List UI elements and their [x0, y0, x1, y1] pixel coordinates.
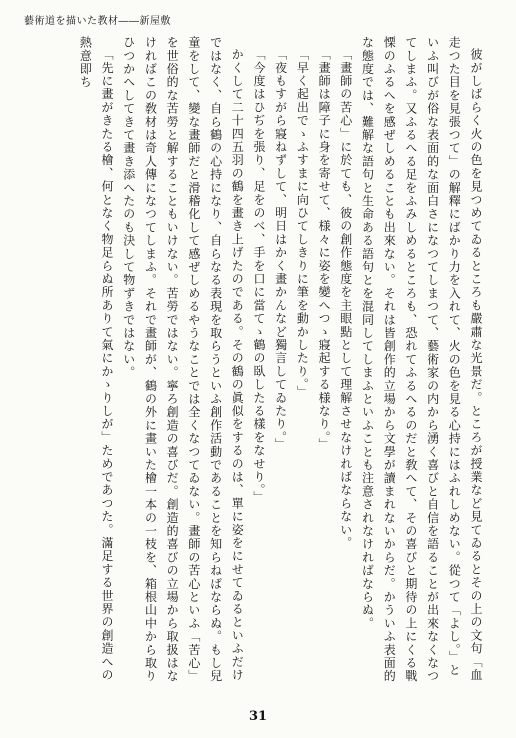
quoted-passage: 「早く起出でゝふすまに向ひてしきりに筆を動かしたり。」: [295, 48, 310, 399]
page-number: 31: [248, 709, 268, 724]
paragraph: かくして二十四五羽の鶴を畫き上げたのである。その鶴の眞似をするのは、單に姿をにせてゐるといふだけではなく、自ら鶴の心持になり、自らなる表現を取らうといふ創作活動であることを知らねばならぬ。もし兒童をして、變な畫師だと滑稽化して感ぜしめるやうなことでは全くなつてゐない。畫師の苦心といふ「苦心」を世俗的な苦勞と解することもいけない。苦勞ではない。寧ろ創造の喜びだ。創造的喜びの立場から取扱はなければこの敎材は奇人傳になつてしまふ。それで畫師が、鶴の外に畫いた檜一本の一枝を、箱根山中から取りひつかへしてきて畫き添へたのも決して物ずきではない。: [121, 36, 245, 683]
quoted-passage: 「夜もすがら寢ねずして、明日はかく畫かんなど獨言してゐたり。」: [273, 48, 288, 452]
paragraph: 「畫師の苦心」に於ても、彼の創作態度を主眼點として理解させなければならない。: [338, 48, 353, 550]
quoted-passage: 「今度はひぢを張り、足をのべ、手を口に當てゝ鶴の臥したる樣をなせり。」: [251, 48, 266, 504]
body-text: [66, 36, 486, 686]
quoted-passage: 「先に畫がきたる檜、何となく物足らぬ所ありて氣にかゝりしが」ためであつた。滿足する世界の創造への熱意即ち: [78, 36, 115, 682]
quoted-passage: 「畫師は障子に身を寄せて、様々に姿を變へつゝ寢起する様なり。」: [317, 48, 332, 452]
running-head: 藝術道を描いた教材――新屋敷: [24, 16, 171, 27]
paragraph: 彼がしばらく火の色を見つめてゐるところも嚴肅な光景だ。ところが授業など見てゐるとその上の文句「血走つた目を見張つて」の解釋にばかり力を入れて、火の色を見る心持にはふれしめない。從つて「よし。」といふ叫びが俗な表面的な面白さになつてしまつて、藝術家の内から湧く喜びと自信を語ることが出來なくなつてしまふ。又ふるへる足をふみしめるところも、恐れてふるへるのだと敎へて、その喜びと期待の上にくる戰慄のふるへを感ぜしめることも出來ない。それは皆創作的立場から文學が讀まれないからだ。かういふ表面的な態度では、難解な語句と生命ある語句とを混同してしまふといふことも注意されなければならぬ。: [360, 36, 483, 683]
